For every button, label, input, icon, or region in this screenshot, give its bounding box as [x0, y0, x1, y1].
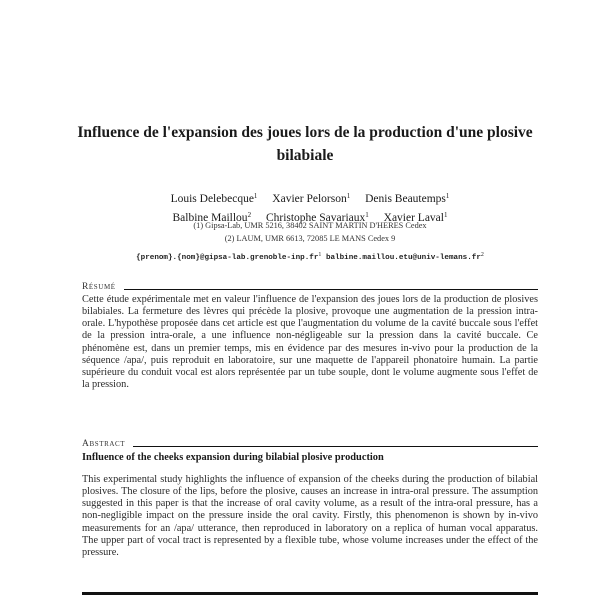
affiliation-mark: 1 [365, 211, 369, 219]
author-name: Xavier Laval [383, 212, 444, 224]
abstract-heading-label: Abstract [82, 439, 126, 449]
affiliation-mark: 1 [443, 211, 448, 219]
email-address[interactable]: {prenom}.{nom}@gipsa-lab.grenoble-inp.fr [136, 254, 319, 262]
author-name: Christophe Savariaux [265, 212, 366, 224]
email-line [82, 249, 538, 264]
affiliation-mark: 2 [247, 211, 252, 219]
affiliation-mark: 1 [253, 192, 258, 200]
affiliation-mark: 2 [480, 252, 484, 258]
bottom-rule [82, 592, 538, 595]
affiliation-mark: 1 [445, 192, 450, 200]
email-2[interactable] [326, 254, 484, 262]
affiliations [82, 220, 538, 245]
abstract-heading [82, 439, 538, 449]
email-address[interactable]: balbine.maillou.etu@univ-lemans.fr [325, 254, 481, 262]
email-1[interactable] [136, 254, 321, 262]
author-name: Louis Delebecque [170, 193, 254, 205]
author [272, 193, 350, 205]
author-row-1 [82, 188, 538, 207]
affiliation-mark: 1 [318, 252, 322, 258]
affiliation-mark: 1 [346, 192, 351, 200]
author [171, 193, 258, 205]
heading-rule [124, 289, 538, 290]
affiliation-1: (1) Gipsa-Lab, UMR 5216, 38402 SAINT MARTIN D'HERES Cedex [193, 221, 427, 230]
resume-text: Cette étude expérimentale met en valeur l'influence de l'expansion des joues lors de la production de plosives bilabiales. La fermeture des lèvres qui précède la plosive, provoque une augmentation de la pression intra-orale. L'hypothèse proposée dans cet article est que l'augmentation du volume de la cavité buccale sous l'effet de la pression intra-orale, a une influence non-négligeable sur la pression dans la cavité buccale. Ce phénomène est, dans un premier temps, mis en évidence par des mesures in-vivo pour la production de la séquence /apa/, puis reproduit en laboratoire, sur une maquette de l'appareil phonatoire humain. La partie supérieure du conduit vocal est alors représentée par un tube souple, dont le volume augmente sous l'effet de la pression. [82, 294, 538, 391]
affiliation-2: (2) LAUM, UMR 6613, 72085 LE MANS Cedex 9 [224, 233, 396, 243]
heading-rule [133, 446, 538, 447]
abstract-text: This experimental study highlights the influence of expansion of the cheeks during the production of bilabial plosives. The closure of the lips, before the plosive, causes an increase in intra-oral pressure. The assumption suggested in this paper is that the increase of oral cavity volume, as a result of the intra-oral pressure, has a non-negligible impact on the pressure inside the oral cavity. Firstly, this phenomenon is shown by in-vivo measurements for an /apa/ utterance, then reproduced in laboratory on a replica of human vocal apparatus. The upper part of vocal tract is represented by a flexible tube, whose volume increases under the effect of the pressure. [82, 474, 538, 558]
author-name: Xavier Pelorson [272, 193, 347, 205]
author-name: Balbine Maillou [172, 212, 248, 224]
paper-title: Influence de l'expansion des joues lors de la production d'une plosive bilabiale [77, 124, 533, 164]
resume-heading-label: Résumé [82, 282, 116, 292]
author [365, 193, 449, 205]
resume-heading [82, 282, 538, 292]
author-name: Denis Beautemps [365, 193, 446, 205]
abstract-subtitle: Influence of the cheeks expansion during bilabial plosive production [82, 452, 384, 463]
